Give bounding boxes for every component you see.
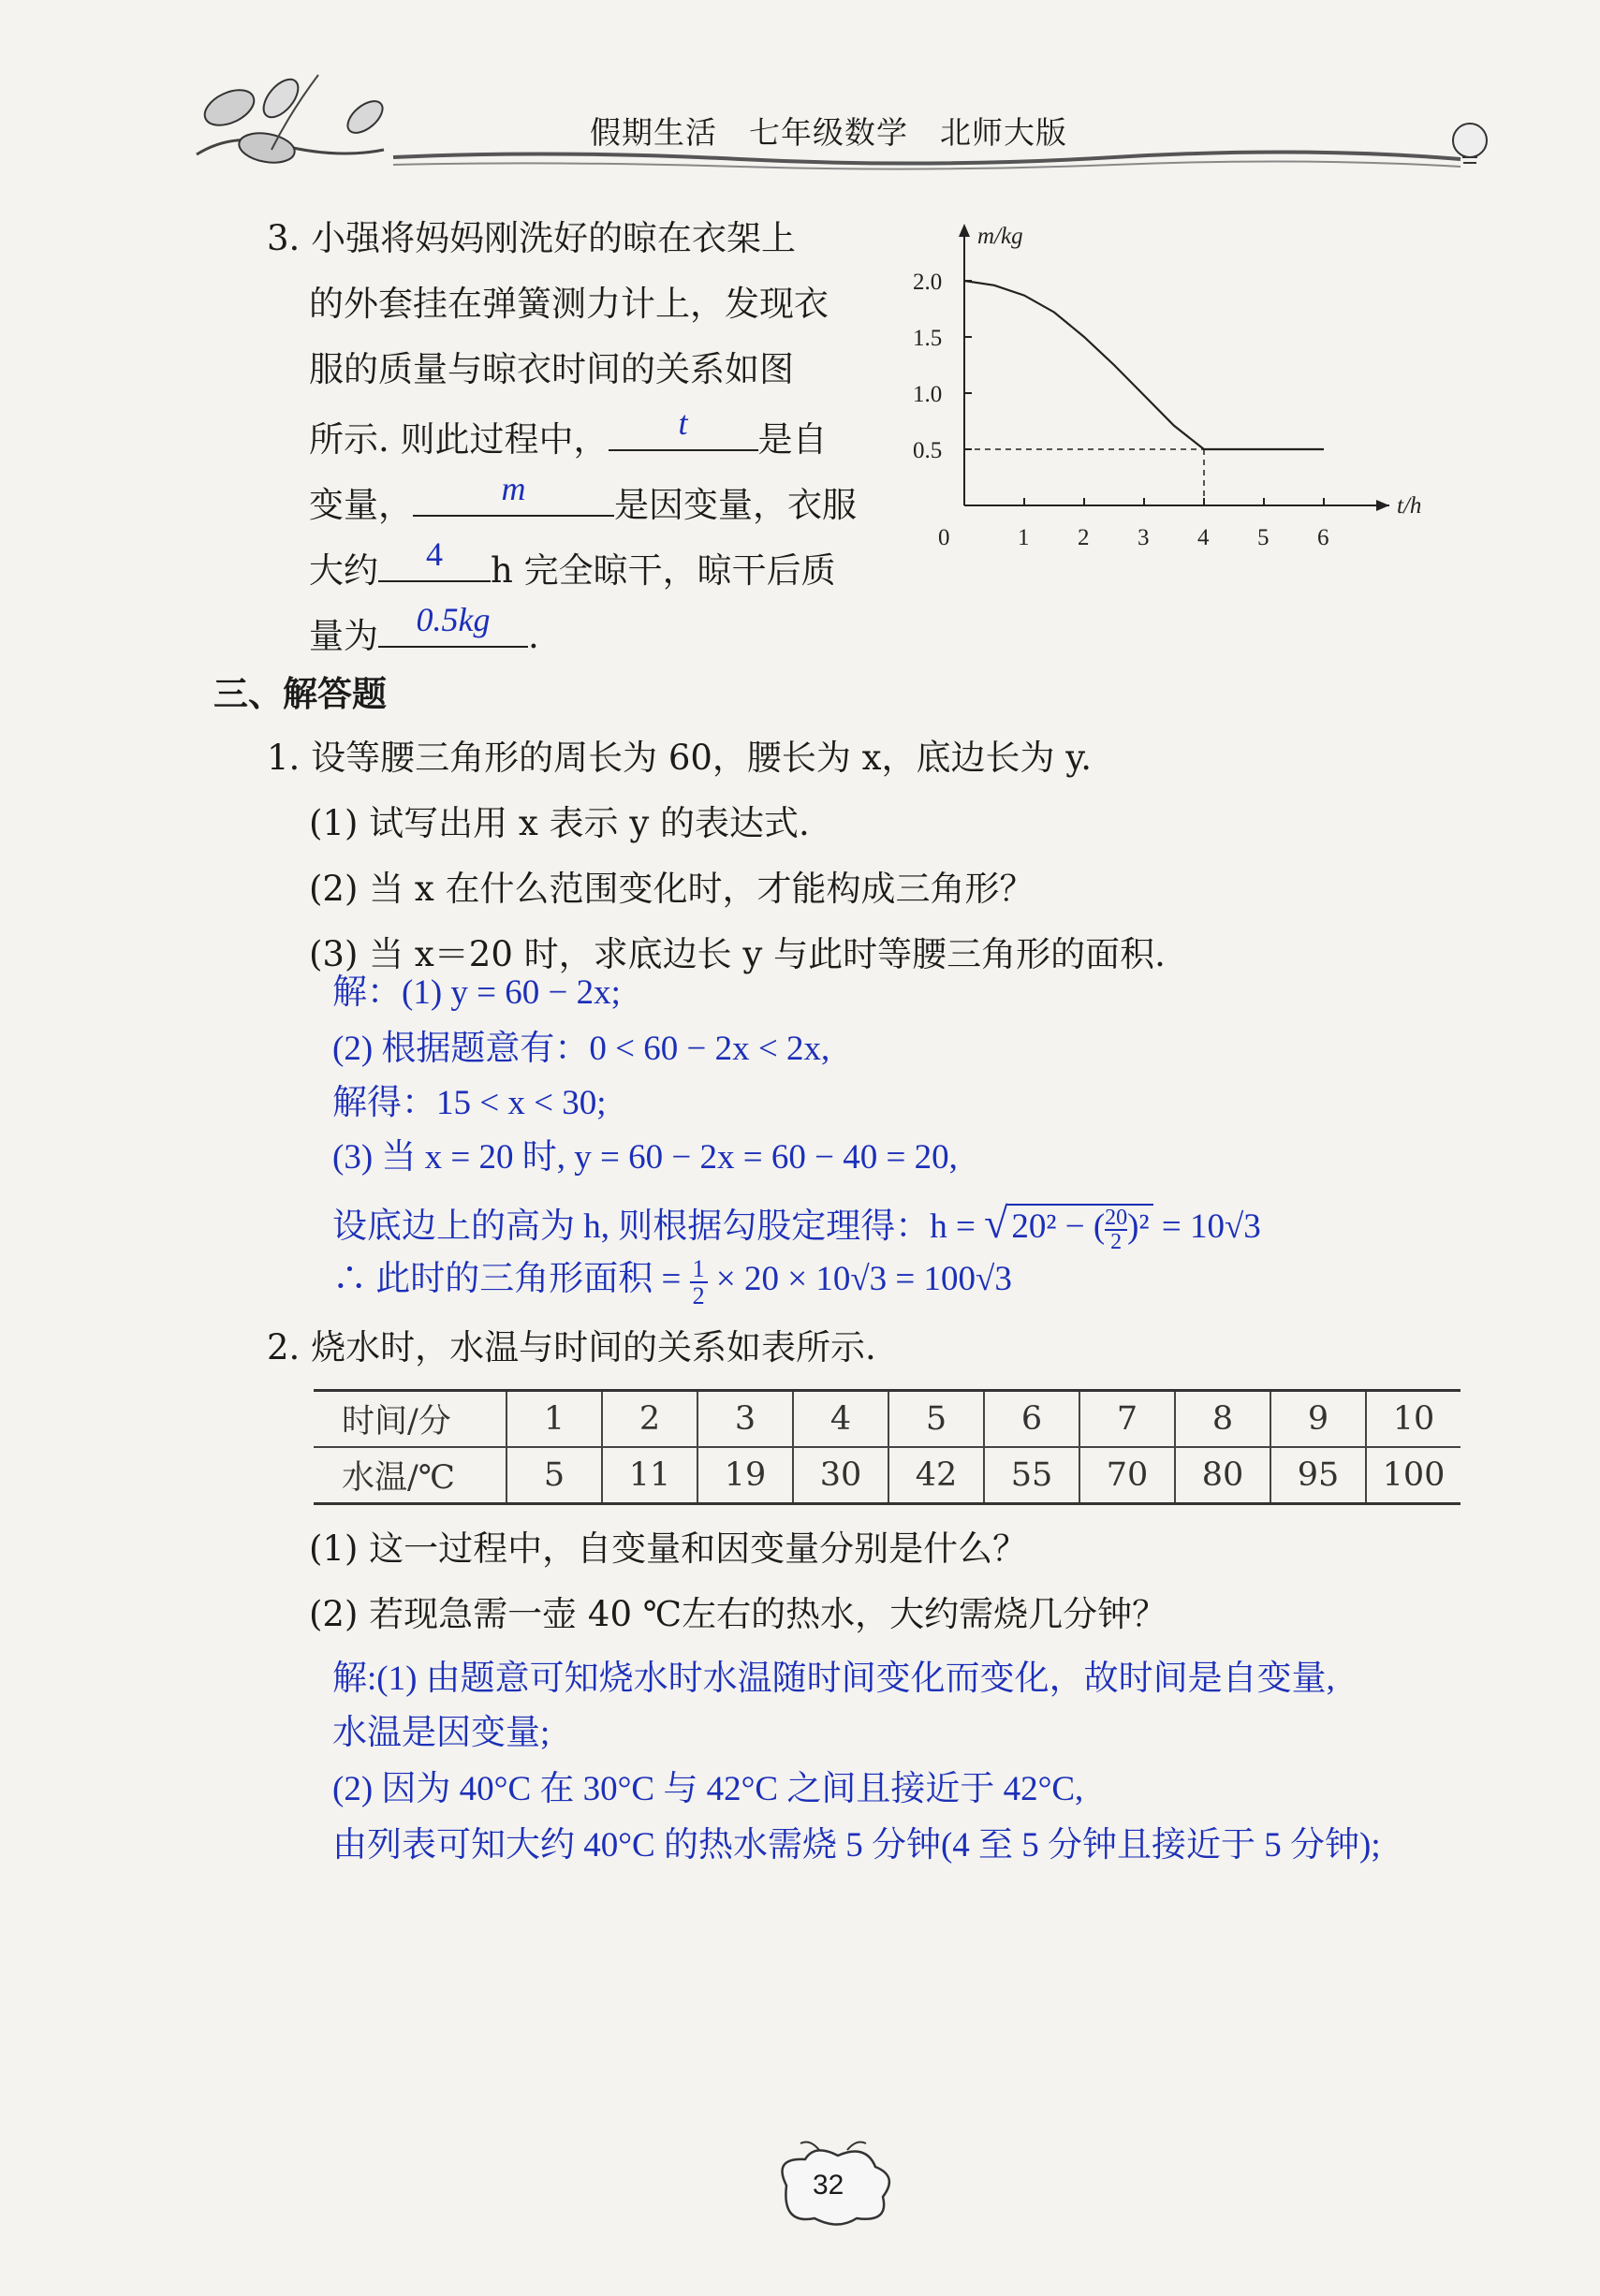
- fraction-one-half: $\frac{1}{2}$: [690, 1256, 708, 1309]
- p1-sub2: (2) 当 x 在什么范围变化时，才能构成三角形？: [309, 869, 1035, 909]
- x-tick-label: 1: [1018, 525, 1030, 550]
- p2-answer-line2: 水温是因变量;: [332, 1714, 550, 1752]
- p1-sub3: (3) 当 x＝20 时，求底边长 y 与此时等腰三角形的面积.: [309, 934, 1166, 974]
- answer-blank-mass: [378, 599, 528, 648]
- answer-blank-independent: [609, 402, 758, 451]
- series-line-mass: [964, 281, 1324, 449]
- time-cell: 8: [1175, 1392, 1270, 1447]
- time-cell: 10: [1366, 1392, 1461, 1447]
- y-axis-arrow: [959, 224, 970, 237]
- time-cell: 4: [793, 1392, 888, 1447]
- answer-mass: 0.5kg: [416, 601, 491, 638]
- temp-cell: 19: [697, 1447, 793, 1502]
- answer-m: m: [501, 470, 526, 507]
- x-tick-label: 6: [1317, 525, 1329, 550]
- q3-line6: 大约 4 h 完全晾干，晾干后质: [309, 535, 836, 591]
- q3-line1: 3. 小强将妈妈刚洗好的晾在衣架上: [267, 218, 797, 258]
- x-axis-label: t/h: [1397, 493, 1422, 519]
- answer-blank-hours: [378, 534, 491, 582]
- q3-line5: 变量， m 是因变量，衣服: [309, 470, 857, 525]
- p2-sub1: (1) 这一过程中，自变量和因变量分别是什么？: [309, 1528, 1028, 1569]
- temp-cell: 80: [1175, 1447, 1270, 1502]
- p2-answer-line1: 解:(1) 由题意可知烧水时水温随时间变化而变化，故时间是自变量,: [332, 1660, 1335, 1698]
- answer-t: t: [678, 404, 688, 442]
- radicand: 20² − ( $\frac{20}{2}$ )²: [1007, 1204, 1152, 1246]
- time-cell: 7: [1079, 1392, 1175, 1447]
- x-axis-arrow: [1376, 500, 1389, 511]
- x-tick-label: 5: [1257, 525, 1270, 550]
- temp-cell: 30: [793, 1447, 888, 1502]
- table-row-time: [314, 1392, 1461, 1447]
- x-tick-label: 3: [1138, 525, 1150, 550]
- header-title: 假期生活 七年级数学 北师大版: [590, 114, 1067, 151]
- x-tick-label: 2: [1078, 525, 1090, 550]
- q3-line3: 服的质量与晾衣时间的关系如图: [309, 349, 794, 389]
- y-tick-label: 2.0: [913, 270, 943, 295]
- answer-hours: 4: [426, 535, 443, 573]
- p1-answer-line2: (2) 根据题意有：0 < 60 − 2x < 2x,: [332, 1030, 830, 1068]
- row-label-temp: 水温/℃: [342, 1459, 455, 1497]
- p1-answer-line5: 设底边上的高为 h, 则根据勾股定理得：h = √ 20² − ( $\frac{20}{2}$ )² = 10√3: [332, 1199, 1261, 1254]
- p1-answer-line1: 解：(1) y = 60 − 2x;: [332, 973, 621, 1012]
- row-label-time: 时间/分: [314, 1392, 506, 1447]
- time-cell: 9: [1270, 1392, 1366, 1447]
- p2-answer-line3: (2) 因为 40°C 在 30°C 与 42°C 之间且接近于 42°C,: [332, 1770, 1084, 1808]
- page-number: 32: [813, 2170, 844, 2201]
- temp-cell: 11: [602, 1447, 697, 1502]
- q3-line4: 所示. 则此过程中， t 是自: [309, 404, 828, 460]
- temp-cell: 55: [984, 1447, 1079, 1502]
- water-temp-table: [314, 1389, 1461, 1505]
- fraction-20-over-2: $\frac{20}{2}$: [1105, 1205, 1128, 1254]
- mass-time-chart: [908, 211, 1442, 557]
- answer-blank-dependent: [413, 468, 614, 517]
- time-cell: 3: [697, 1392, 793, 1447]
- p2-answer-line4: 由列表可知大约 40°C 的热水需烧 5 分钟(4 至 5 分钟且接近于 5 分钟);: [332, 1826, 1381, 1865]
- time-cell: 5: [888, 1392, 984, 1447]
- y-tick-label: 0.5: [913, 438, 943, 463]
- y-tick-label: 1.0: [913, 382, 943, 407]
- p1-answer-line3: 解得：15 < x < 30;: [332, 1084, 607, 1122]
- q3-line2: 的外套挂在弹簧测力计上，发现衣: [309, 284, 829, 324]
- p1-stem: 1. 设等腰三角形的周长为 60，腰长为 x，底边长为 y.: [267, 738, 1093, 778]
- y-tick-label: 1.5: [913, 326, 943, 351]
- temp-cell: 100: [1366, 1447, 1461, 1502]
- origin-label: 0: [938, 525, 950, 550]
- p2-sub2: (2) 若现急需一壶 40 ℃左右的热水，大约需烧几分钟？: [309, 1594, 1167, 1634]
- x-tick-label: 4: [1197, 525, 1210, 550]
- temp-cell: 5: [506, 1447, 602, 1502]
- p1-answer-line6: ∴ 此时的三角形面积 = $\frac{1}{2}$ × 20 × 10√3 = 100√3: [332, 1254, 1012, 1309]
- q3-line7: 量为 0.5kg .: [309, 601, 539, 656]
- sqrt-sign: √: [984, 1199, 1008, 1247]
- temp-cell: 95: [1270, 1447, 1366, 1502]
- p2-stem: 2. 烧水时，水温与时间的关系如表所示.: [267, 1327, 876, 1367]
- time-cell: 6: [984, 1392, 1079, 1447]
- p1-sub1: (1) 试写出用 x 表示 y 的表达式.: [309, 803, 810, 843]
- p1-answer-line4: (3) 当 x = 20 时, y = 60 − 2x = 60 − 40 = 20,: [332, 1138, 958, 1177]
- time-cell: 2: [602, 1392, 697, 1447]
- time-cell: 1: [506, 1392, 602, 1447]
- section-title: 三、解答题: [213, 674, 387, 714]
- temp-cell: 70: [1079, 1447, 1175, 1502]
- table-row-temp: [314, 1447, 1461, 1502]
- temp-cell: 42: [888, 1447, 984, 1502]
- y-axis-label: m/kg: [977, 224, 1023, 249]
